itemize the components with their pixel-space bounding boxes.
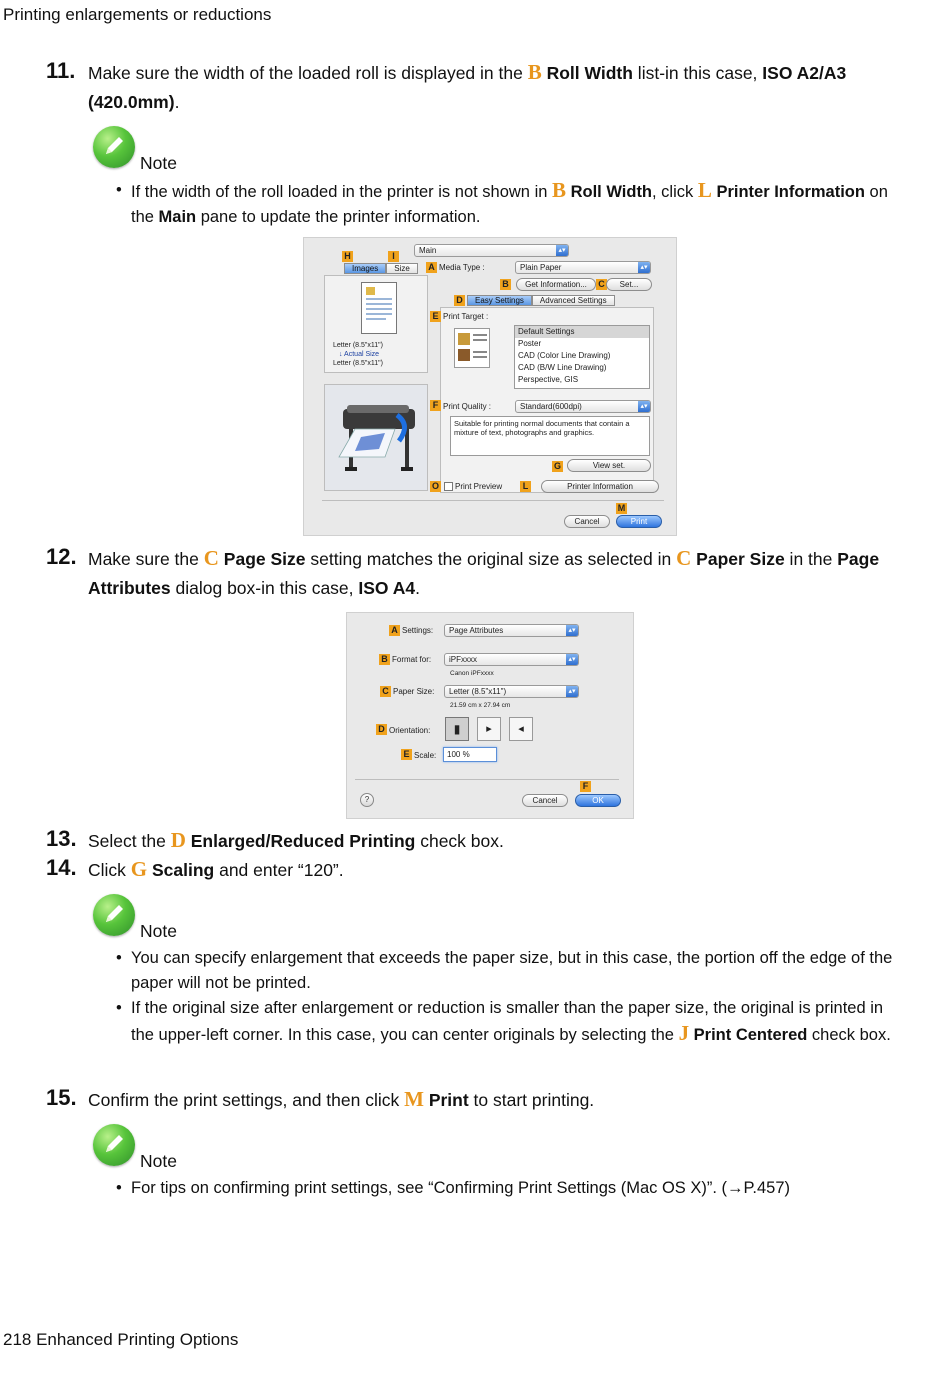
- tag-h: H: [342, 251, 353, 262]
- print-preview-checkbox[interactable]: [444, 482, 453, 491]
- tab-size[interactable]: Size: [386, 263, 418, 274]
- tag-c: C: [380, 686, 391, 697]
- step-text: Select the D Enlarged/Reduced Printing check box.: [88, 828, 504, 852]
- step-number: 12.: [46, 544, 77, 569]
- tag-i: I: [388, 251, 399, 262]
- tag-g: G: [553, 461, 561, 471]
- tag-e: E: [401, 749, 412, 760]
- print-target-list[interactable]: [514, 325, 650, 389]
- pane-select[interactable]: Main ▴▾: [414, 244, 569, 257]
- cancel-button[interactable]: Cancel: [564, 515, 610, 528]
- set-button[interactable]: Set...: [606, 278, 652, 291]
- media-type-select[interactable]: Plain Paper ▴▾: [515, 261, 651, 274]
- note-bullet: • If the original size after enlargement or reduction is smaller than the paper size, the original is printed in the upper-left corner. In this case, you can center originals by selecting the J Print Centered check box.: [116, 999, 891, 1045]
- printer-illustration: [324, 384, 428, 491]
- ok-button[interactable]: OK: [575, 794, 621, 807]
- printer-icon: [325, 385, 429, 492]
- note-pencil-icon: [93, 126, 135, 168]
- size-preview-panel: Letter (8.5"x11") ↓ Actual Size Letter (8.5"x11"): [324, 275, 428, 373]
- step-14: [46, 855, 906, 885]
- note-label: Note: [140, 921, 177, 941]
- tag-b: B: [500, 279, 511, 290]
- list-item[interactable]: Poster: [518, 339, 542, 348]
- tag-f: F: [430, 400, 441, 411]
- scale-input[interactable]: 100 %: [443, 747, 497, 762]
- page-attributes-screenshot: A Settings: Page Attributes ▴▾ B Format for: iPFxxxx ▴▾ Canon iPFxxxx C Paper Size: Letter (8.5"x11") ▴▾ 21.59 cm x 27.94 cm D Orientation: ▮ ▸ ◂ E Scale: 100 % F ? Cancel OK: [346, 612, 634, 819]
- note-pencil-icon: [93, 894, 135, 936]
- cancel-button[interactable]: Cancel: [522, 794, 568, 807]
- note-bullet: • If the width of the roll loaded in the printer is not shown in B Roll Width, click L Printer Information on the Main pane to update the printer information.: [116, 178, 888, 226]
- note-label: Note: [140, 153, 177, 173]
- tag-a: A: [426, 262, 437, 273]
- tag-m: M: [617, 503, 626, 513]
- step-13: [46, 826, 906, 856]
- step-15: [46, 1085, 906, 1115]
- format-for-select[interactable]: iPFxxxx ▴▾: [444, 653, 579, 666]
- tag-f: F: [580, 781, 591, 792]
- page-footer: 218 Enhanced Printing Options: [3, 1330, 239, 1349]
- main-pane-screenshot: Main ▴▾ H I Images Size Letter (8.5"x11") ↓ Actual Size Letter (8.5"x11") A Media Type : Plain Paper ▴▾ B Get Information... C Set... D Easy Settings Advanced Settings E Print Target : Default Settings Poster CAD (Color Line Drawing) CAD (B/W Line Drawing) Perspective, GIS F Print Quality : Standard(600dpi) ▴▾ Suitable for printing normal documents that contain a mixture of text, photographs and graphics. G View set. O Print Preview L Printer Information M Cancel Print: [303, 237, 677, 536]
- step-text: Make sure the width of the loaded roll is displayed in the B Roll Width list-in this case, ISO A2/A3 (420.0mm).: [88, 60, 847, 112]
- step-text: Make sure the C Page Size setting matches the original size as selected in C Paper Size in the Page Attributes dialog box-in this case, ISO A4.: [88, 546, 880, 598]
- landscape-left-icon[interactable]: ▸: [477, 717, 501, 741]
- tag-a: A: [389, 625, 400, 636]
- list-item[interactable]: Default Settings: [515, 326, 649, 338]
- printer-information-button[interactable]: Printer Information: [541, 480, 659, 493]
- portrait-orientation-icon[interactable]: ▮: [445, 717, 469, 741]
- note-bullet: • You can specify enlargement that exceeds the paper size, but in this case, the portion off the edge of the paper will not be printed.: [116, 949, 893, 992]
- print-quality-select[interactable]: Standard(600dpi) ▴▾: [515, 400, 651, 413]
- tab-advanced-settings[interactable]: Advanced Settings: [532, 295, 615, 306]
- tag-d: D: [376, 724, 387, 735]
- step-text: Confirm the print settings, and then click M Print to start printing.: [88, 1087, 595, 1111]
- settings-tabs: [467, 295, 615, 306]
- tag-l: L: [520, 481, 531, 492]
- tag-d: D: [454, 295, 465, 306]
- settings-select[interactable]: Page Attributes ▴▾: [444, 624, 579, 637]
- page-header: Printing enlargements or reductions: [3, 5, 272, 24]
- step-12: [46, 544, 906, 603]
- preview-tabs: [344, 263, 418, 274]
- get-information-button[interactable]: Get Information...: [516, 278, 596, 291]
- tab-images[interactable]: Images: [344, 263, 386, 274]
- tab-easy-settings[interactable]: Easy Settings: [467, 295, 532, 306]
- step-number: 15.: [46, 1085, 77, 1110]
- page-thumbnail: [361, 282, 397, 334]
- tag-c: C: [596, 279, 607, 290]
- view-set-button[interactable]: View set.: [567, 459, 651, 472]
- step-number: 11.: [46, 58, 76, 83]
- paper-size-select[interactable]: Letter (8.5"x11") ▴▾: [444, 685, 579, 698]
- print-target-thumbnail: [454, 328, 490, 368]
- quality-description: Suitable for printing normal documents that contain a mixture of text, photographs and graphics.: [450, 416, 650, 456]
- step-11: [46, 58, 906, 117]
- note-bullet: • For tips on confirming print settings, see “Confirming Print Settings (Mac OS X)”. (→P.457): [116, 1176, 906, 1201]
- list-item[interactable]: CAD (Color Line Drawing): [518, 351, 611, 360]
- tag-b: B: [379, 654, 390, 665]
- help-icon[interactable]: ?: [360, 793, 374, 807]
- cross-reference-link[interactable]: For tips on confirming print settings, see “Confirming Print Settings (Mac OS X)”. (→P.457): [131, 1179, 791, 1197]
- note-pencil-icon: [93, 1124, 135, 1166]
- step-number: 14.: [46, 855, 77, 880]
- landscape-right-icon[interactable]: ◂: [509, 717, 533, 741]
- tag-o: O: [431, 481, 439, 491]
- step-number: 13.: [46, 826, 77, 851]
- note-label: Note: [140, 1151, 177, 1171]
- list-item[interactable]: Perspective, GIS: [518, 375, 579, 384]
- print-button[interactable]: Print: [616, 515, 662, 528]
- tag-e: E: [430, 311, 441, 322]
- step-text: Click G Scaling and enter “120”.: [88, 857, 344, 881]
- list-item[interactable]: CAD (B/W Line Drawing): [518, 363, 607, 372]
